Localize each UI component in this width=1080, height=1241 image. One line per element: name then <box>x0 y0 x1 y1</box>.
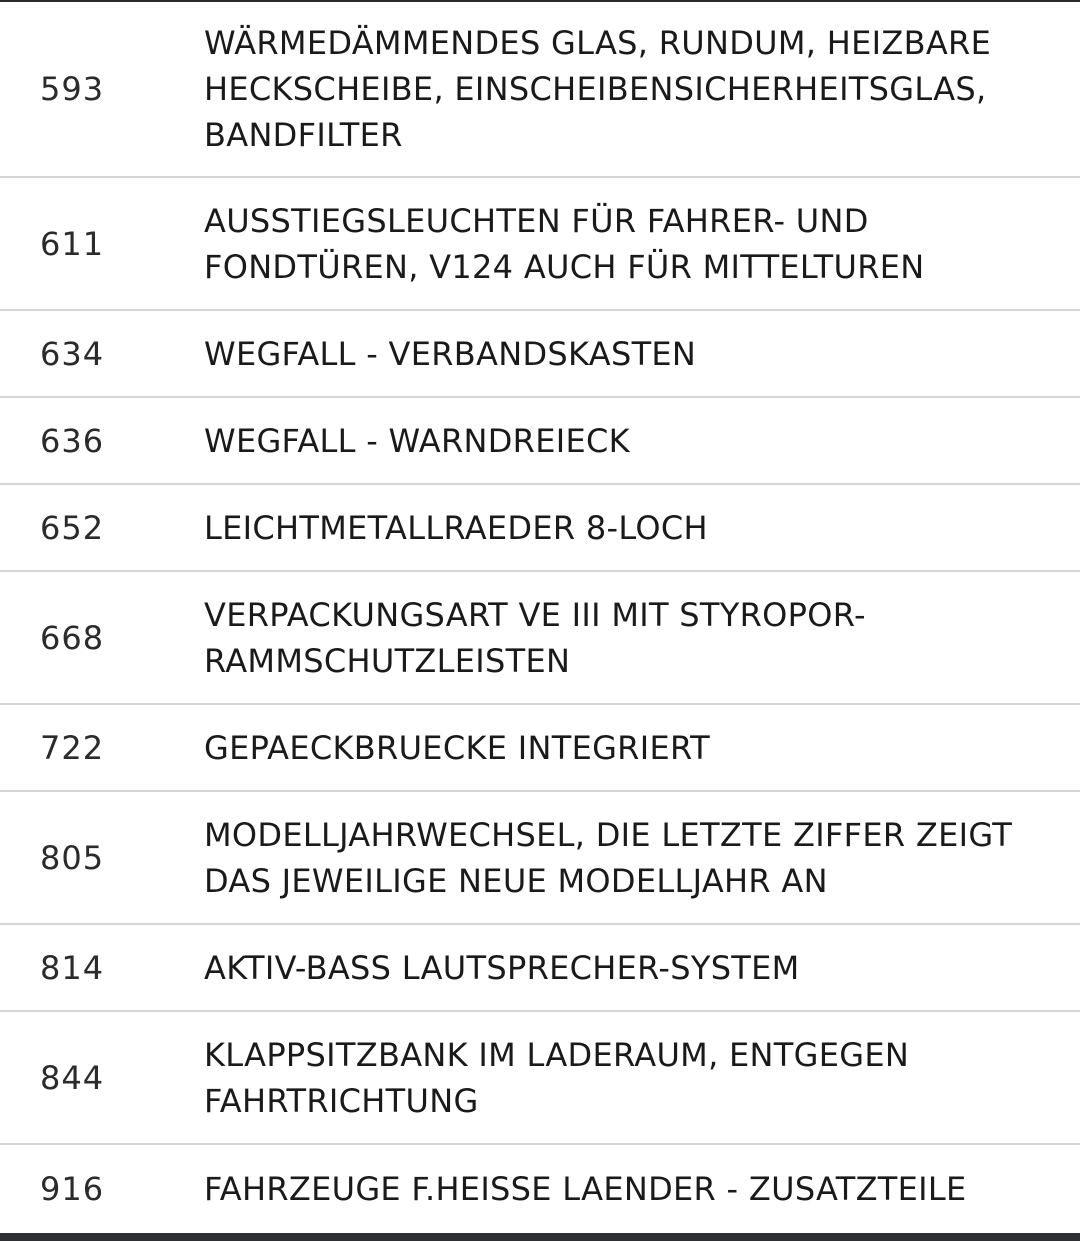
table-row <box>0 398 1080 485</box>
option-description <box>204 331 1064 377</box>
description-line: FONDTÜREN, V124 AUCH FÜR MITTELTUREN <box>204 247 925 286</box>
option-description <box>204 20 1064 158</box>
table-row <box>0 1012 1080 1145</box>
option-code: 611 <box>40 224 105 263</box>
option-description <box>204 725 1064 771</box>
table-row <box>0 485 1080 572</box>
table-row <box>0 572 1080 705</box>
option-code: 814 <box>40 948 105 987</box>
option-description <box>204 418 1064 464</box>
option-description <box>204 812 1064 904</box>
table-row <box>0 178 1080 311</box>
description-line: HECKSCHEIBE, EINSCHEIBENSICHERHEITSGLAS, <box>204 70 987 108</box>
option-code: 805 <box>40 838 105 877</box>
description-line: KLAPPSITZBANK IM LADERAUM, ENTGEGEN <box>204 1035 910 1074</box>
option-code: 636 <box>40 421 105 460</box>
table-row <box>0 792 1080 925</box>
option-description <box>204 1032 1064 1124</box>
option-description <box>204 198 1064 290</box>
option-code: 634 <box>40 334 105 373</box>
option-description <box>204 505 1064 551</box>
table-row <box>0 311 1080 398</box>
description-line: GEPAECKBRUECKE INTEGRIERT <box>204 728 711 767</box>
option-code: 668 <box>40 618 105 657</box>
table-row <box>0 2 1080 178</box>
table-row <box>0 705 1080 792</box>
description-line: FAHRTRICHTUNG <box>204 1081 479 1120</box>
description-line: VERPACKUNGSART VE III MIT STYROPOR- <box>204 595 866 634</box>
description-line: MODELLJAHRWECHSEL, DIE LETZTE ZIFFER ZEIGT <box>204 815 1013 854</box>
description-line: LEICHTMETALLRAEDER 8-LOCH <box>204 508 708 547</box>
description-line: BANDFILTER <box>204 116 403 154</box>
option-code-table <box>0 2 1080 1232</box>
option-code: 844 <box>40 1058 105 1097</box>
table-row <box>0 1145 1080 1232</box>
option-description <box>204 592 1064 684</box>
option-description <box>204 945 1064 991</box>
option-code: 722 <box>40 728 105 767</box>
table-row <box>0 925 1080 1012</box>
description-line: WEGFALL - VERBANDSKASTEN <box>204 334 697 373</box>
option-code: 593 <box>40 70 105 108</box>
option-code: 916 <box>40 1169 105 1208</box>
option-description <box>204 1166 1064 1212</box>
description-line: DAS JEWEILIGE NEUE MODELLJAHR AN <box>204 861 828 900</box>
description-line: WÄRMEDÄMMENDES GLAS, RUNDUM, HEIZBARE <box>204 24 992 62</box>
description-line: WEGFALL - WARNDREIECK <box>204 421 630 460</box>
bottom-bar <box>0 1233 1080 1241</box>
description-line: AUSSTIEGSLEUCHTEN FÜR FAHRER- UND <box>204 201 869 240</box>
description-line: FAHRZEUGE F.HEISSE LAENDER - ZUSATZTEILE <box>204 1169 967 1208</box>
description-line: RAMMSCHUTZLEISTEN <box>204 641 571 680</box>
option-code: 652 <box>40 508 105 547</box>
description-line: AKTIV-BASS LAUTSPRECHER-SYSTEM <box>204 948 800 987</box>
